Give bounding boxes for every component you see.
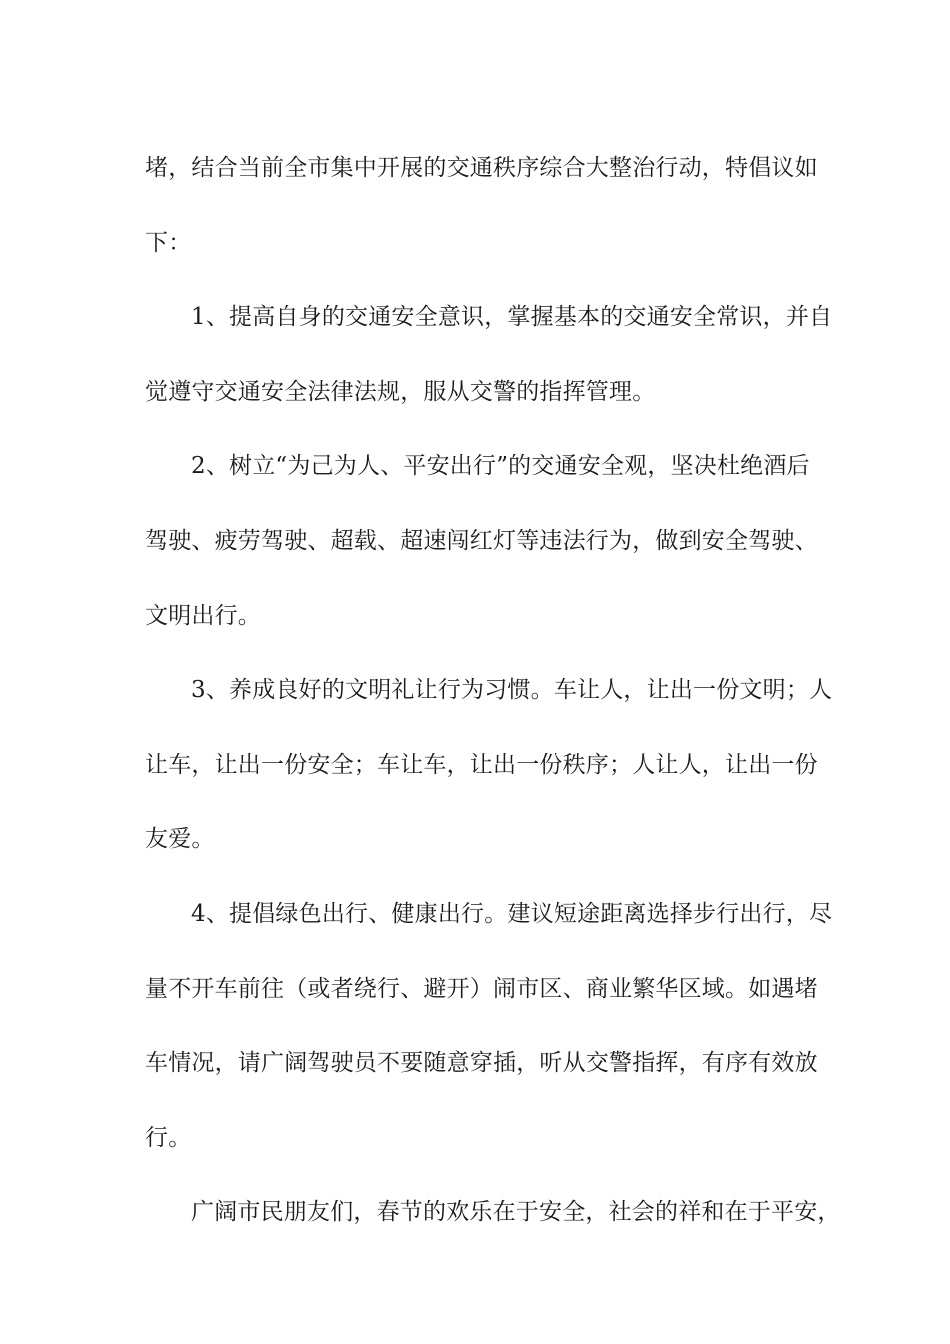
line-4: 觉遵守交通安全法律法规，服从交警的指挥管理。	[145, 378, 656, 405]
line-5: 2、树立“为己为人、平安出行”的交通安全观，坚决杜绝酒后	[191, 453, 810, 480]
line-6: 驾驶、疲劳驾驶、超载、超速闯红灯等违法行为，做到安全驾驶、	[145, 527, 818, 554]
line-1: 堵，结合当前全市集中开展的交通秩序综合大整治行动，特倡议如	[145, 155, 818, 181]
line-10: 友爱。	[145, 826, 215, 853]
line-8: 3、养成良好的文明礼让行为习惯。车让人，让出一份文明；人	[191, 677, 833, 704]
line-15: 广阔市民朋友们，春节的欢乐在于安全，社会的祥和在于平安，	[191, 1199, 841, 1226]
line-14: 行。	[145, 1124, 192, 1151]
line-11: 4、提倡绿色出行、健康出行。建议短途距离选择步行出行，尽	[191, 900, 833, 927]
document-body	[145, 131, 845, 1250]
line-3: 1、提高自身的交通安全意识，掌握基本的交通安全常识，并自	[191, 304, 833, 331]
line-2: 下：	[145, 229, 192, 256]
line-7: 文明出行。	[145, 602, 261, 629]
line-12: 量不开车前往（或者绕行、避开）闹市区、商业繁华区域。如遇堵	[145, 975, 818, 1002]
line-13: 车情况，请广阔驾驶员不要随意穿插，听从交警指挥，有序有效放	[145, 1050, 818, 1077]
line-9: 让车，让出一份安全；车让车，让出一份秩序；人让人，让出一份	[145, 751, 818, 778]
